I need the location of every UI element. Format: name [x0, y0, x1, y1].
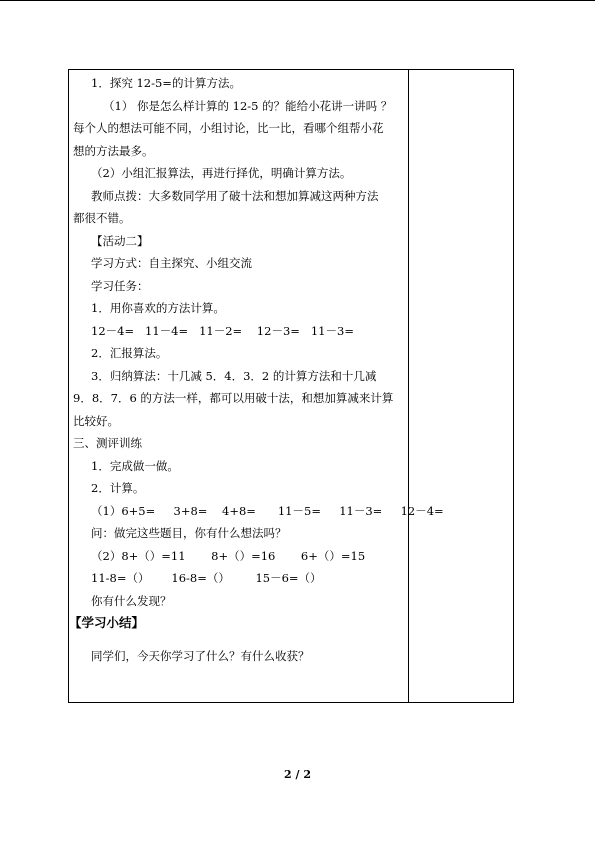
text-line: 2．计算。: [91, 481, 145, 495]
text-line: （1） 你是怎么样计算的 12-5 的？能给小花讲一讲吗 ？: [103, 98, 393, 113]
text-line: （2）小组汇报算法，再进行择优，明确计算方法。: [91, 166, 352, 180]
text-line: 都很不错。: [73, 211, 131, 225]
summary-text: 同学们，今天你学习了什么？有什么收获？: [91, 648, 310, 663]
text-line: 学习任务：: [91, 278, 149, 293]
page-number: 2 / 2: [284, 768, 311, 781]
text-line: 你有什么发现？: [91, 593, 172, 608]
text-line: 学习方式：自主探究、小组交流: [91, 256, 252, 270]
text-line: 1．探究 12-5=的计算方法。: [91, 76, 241, 90]
lesson-content: [69, 72, 444, 667]
text-line: 2．汇报算法。: [91, 346, 168, 360]
exercise-line: （1）6+5= 3+8= 4+8= 11－5= 11－3= 12－4=: [91, 503, 444, 518]
section-heading: 三、测评训练: [73, 436, 142, 450]
text-line: 比较好。: [73, 413, 119, 428]
exercise-line: 11-8=（） 16-8=（） 15－6=（）: [91, 571, 322, 585]
text-line: 每个人的想法可能不同，小组讨论，比一比，看哪个组帮小花: [73, 121, 384, 135]
spacer: [73, 635, 403, 645]
text-line: 9．8．7．6 的方法一样，都可以用破十法，和想加算减来计算: [73, 391, 394, 405]
page-top-border: [0, 0, 595, 1]
exercise-line: （2）8+（）=11 8+（）=16 6+（）=15: [91, 548, 366, 563]
table-column-divider: [408, 69, 409, 703]
text-line: 3．归纳算法：十几减 5．4．3．2 的计算方法和十几减: [91, 368, 377, 383]
text-line: 问：做完这些题目，你有什么想法吗？: [91, 526, 287, 540]
text-line: 1．用你喜欢的方法计算。: [91, 301, 225, 315]
text-line: 1．完成做一做。: [91, 458, 179, 473]
activity-heading: 【活动二】: [91, 233, 149, 248]
text-line: 教师点拨：大多数同学用了破十法和想加算减这两种方法: [91, 188, 379, 203]
text-line: 想的方法最多。: [73, 143, 154, 158]
summary-heading: 【学习小结】: [69, 615, 145, 630]
exercise-line: 12－4= 11－4= 11－2= 12－3= 11－3=: [91, 323, 354, 338]
